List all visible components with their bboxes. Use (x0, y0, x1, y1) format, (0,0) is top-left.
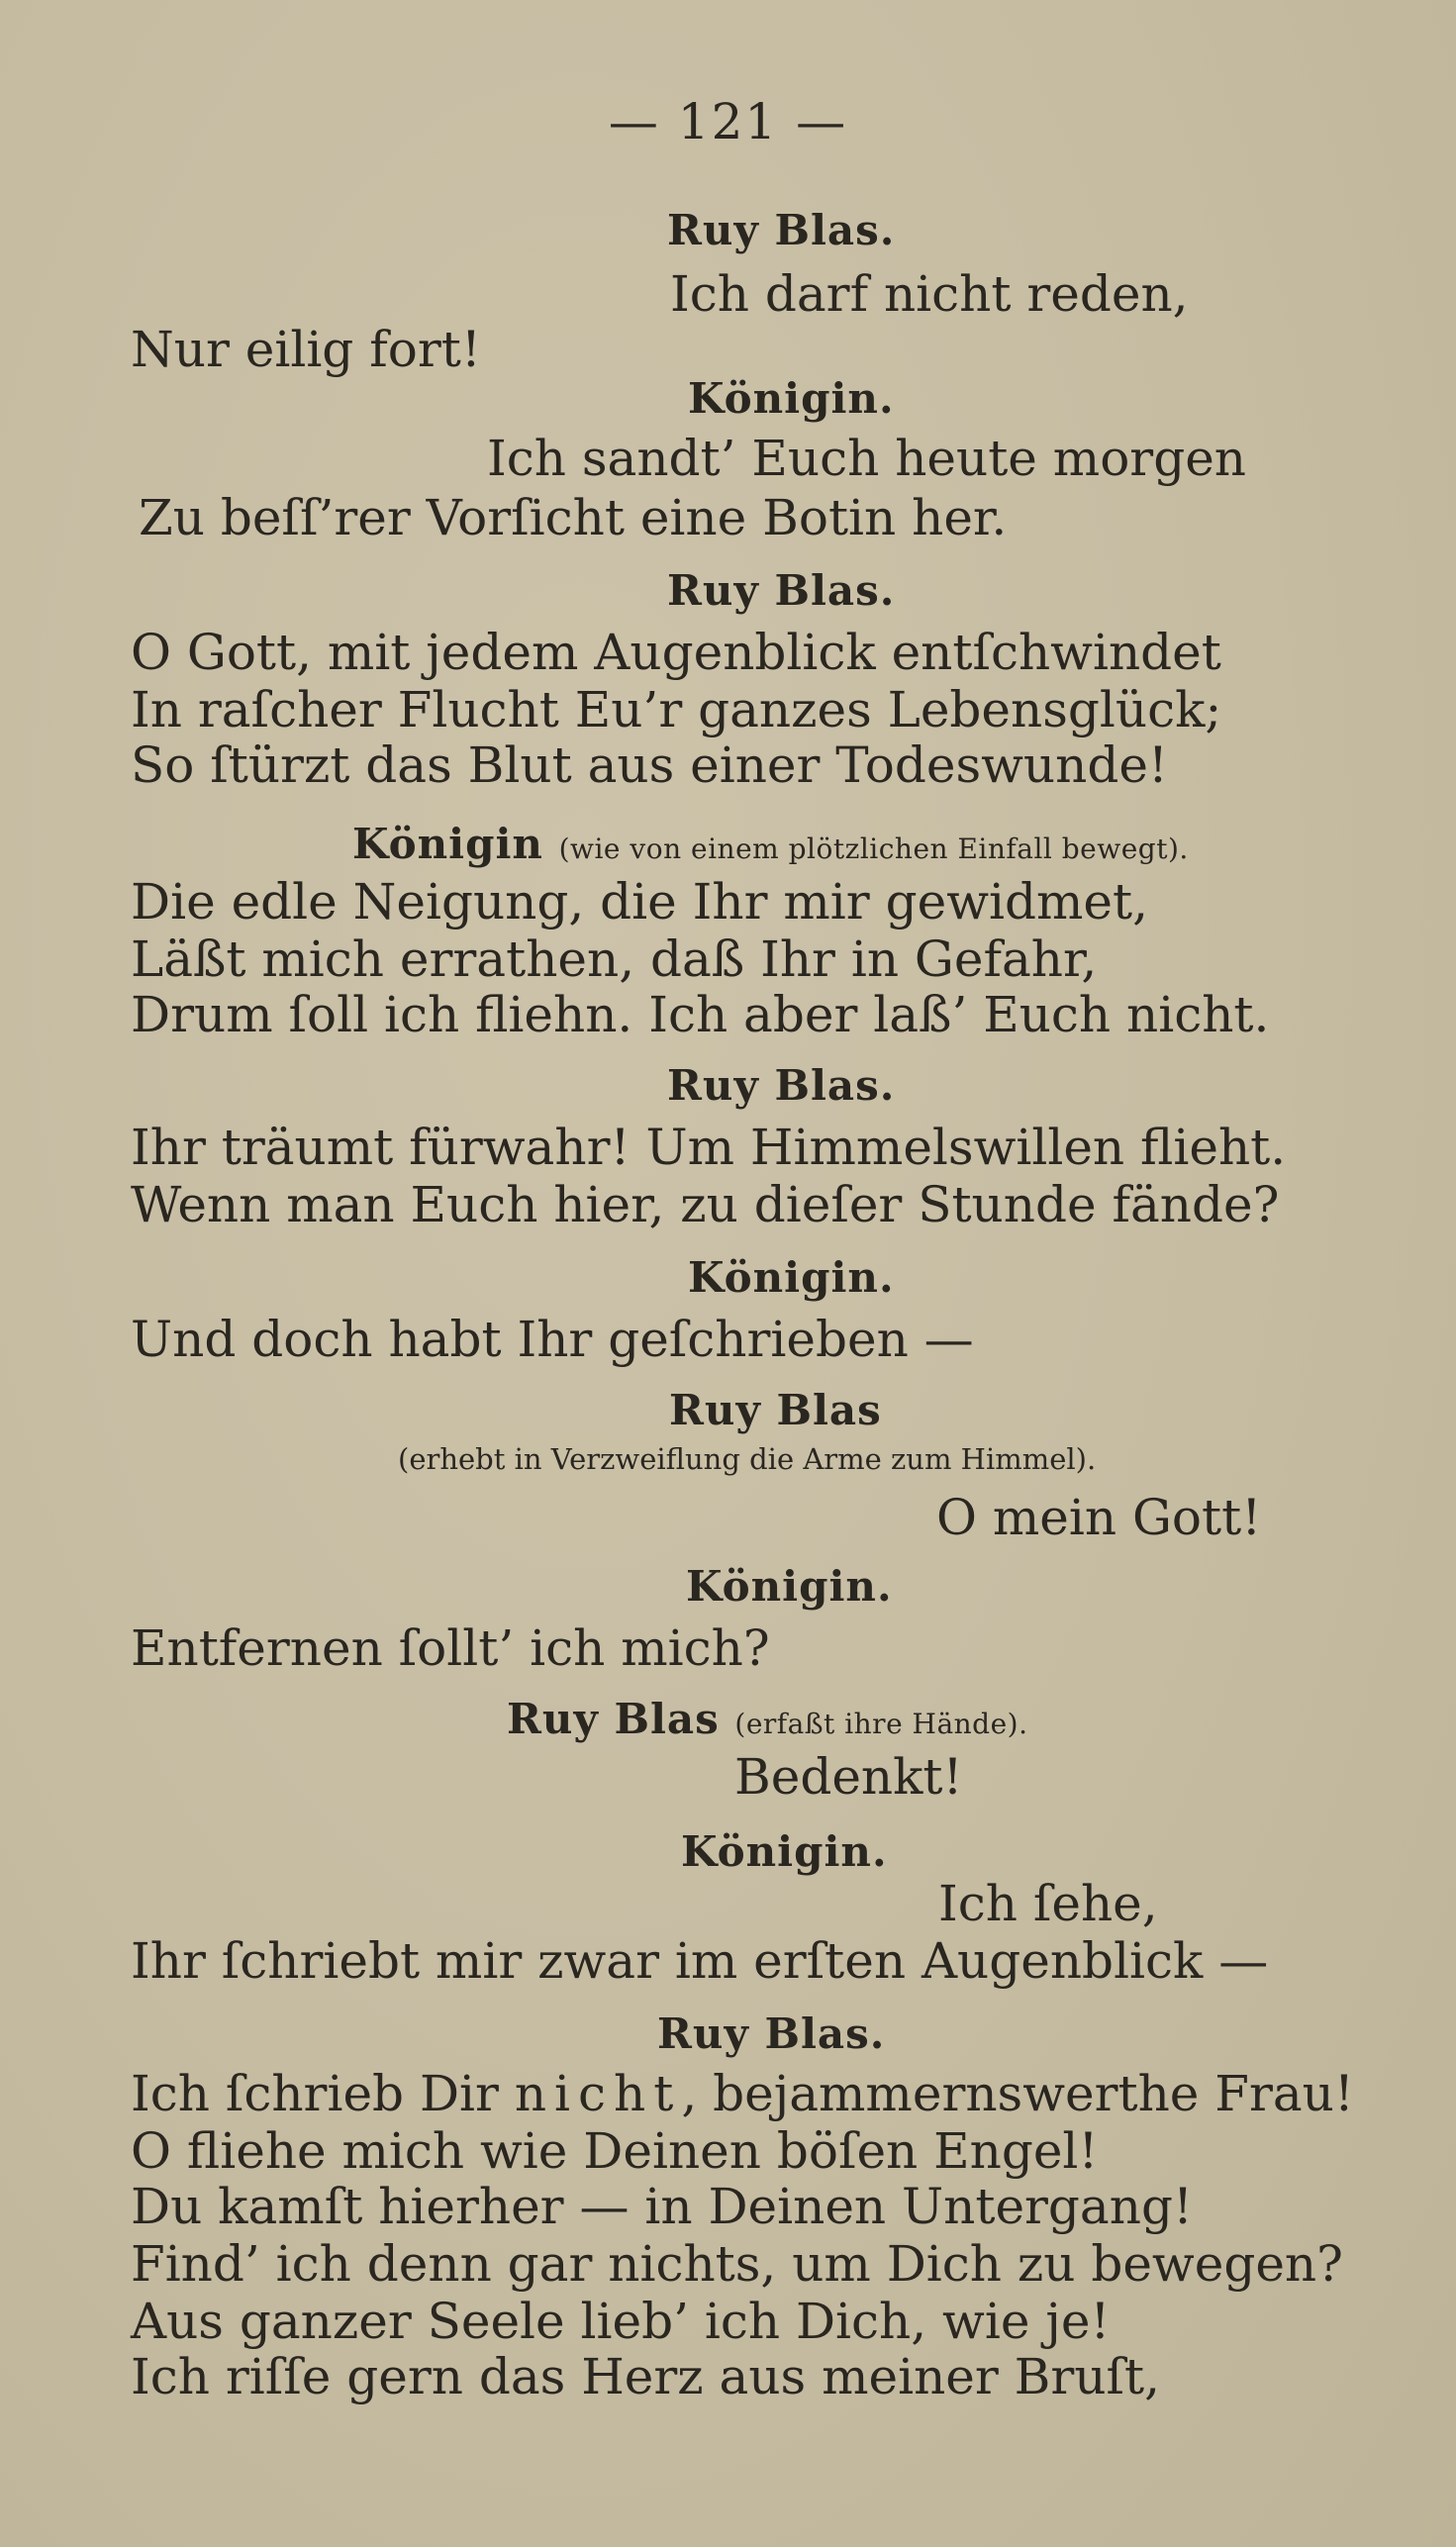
speaker-ruy-blas (507, 1695, 1028, 1743)
verse-line: O fliehe mich wie Deinen böſen Engel! (131, 2122, 1099, 2180)
verse-line: Ich ſehe, (938, 1875, 1158, 1932)
verse-line: Zu beſſ’rer Vorſicht eine Botin her. (139, 489, 1008, 546)
verse-text: , bejammernswerthe Frau! (681, 2065, 1354, 2122)
emphasized-word: nicht (514, 2065, 682, 2122)
verse-line (131, 2065, 1354, 2122)
verse-line: Ich sandt’ Euch heute morgen (487, 430, 1246, 487)
stage-direction: (erhebt in Verzweiflung die Arme zum Himmel). (398, 1442, 1097, 1476)
verse-line: O Gott, mit jedem Augenblick entſchwindet (131, 624, 1221, 681)
speaker-ruy-blas: Ruy Blas. (667, 1061, 896, 1110)
verse-line: Ich riſſe gern das Herz aus meiner Bruſt, (131, 2348, 1161, 2405)
verse-line: Ihr ſchriebt mir zwar im erſten Augenblick — (131, 1932, 1269, 1990)
speaker-ruy-blas: Ruy Blas. (667, 206, 896, 254)
verse-line: Nur eilig fort! (131, 321, 481, 378)
verse-line: Die edle Neigung, die Ihr mir gewidmet, (131, 873, 1148, 931)
verse-line: Drum ſoll ich fliehn. Ich aber laß’ Euch nicht. (131, 986, 1270, 1043)
speaker-ruy-blas: Ruy Blas (669, 1386, 882, 1434)
speaker-koenigin: Königin. (686, 1562, 893, 1611)
verse-line: O mein Gott! (936, 1489, 1262, 1546)
stage-direction: (wie von einem plötzlichen Einfall bewegt). (558, 833, 1189, 865)
verse-line: Find’ ich denn gar nichts, um Dich zu bewegen? (131, 2235, 1343, 2293)
speaker-ruy-blas: Ruy Blas. (657, 2009, 886, 2058)
verse-line: Wenn man Euch hier, zu dieſer Stunde fände? (131, 1176, 1280, 1233)
stage-direction: (erfaßt ihre Hände). (734, 1708, 1028, 1740)
verse-line: So ſtürzt das Blut aus einer Todeswunde! (131, 736, 1169, 794)
verse-line: Entfernen ſollt’ ich mich? (131, 1619, 770, 1677)
speaker-koenigin: Königin. (688, 374, 895, 423)
speaker-koenigin: Königin. (688, 1253, 895, 1302)
speaker-name: Königin (352, 820, 543, 868)
speaker-koenigin: Königin. (681, 1827, 888, 1876)
speaker-ruy-blas: Ruy Blas. (667, 566, 896, 615)
verse-line: Aus ganzer Seele lieb’ ich Dich, wie je! (131, 2293, 1111, 2350)
verse-line: Und doch habt Ihr geſchrieben — (131, 1311, 974, 1368)
verse-line: Ihr träumt fürwahr! Um Himmelswillen flieht. (131, 1119, 1287, 1176)
verse-line: Läßt mich errathen, daß Ihr in Gefahr, (131, 931, 1098, 988)
speaker-name: Ruy Blas (507, 1695, 720, 1743)
verse-line: Du kamſt hierher — in Deinen Untergang! (131, 2178, 1194, 2235)
verse-line: Ich darf nicht reden, (670, 265, 1189, 323)
verse-line: Bedenkt! (734, 1748, 963, 1806)
speaker-koenigin (352, 820, 1189, 868)
verse-line: In raſcher Flucht Eu’r ganzes Lebensglück; (131, 681, 1222, 738)
page-number: — 121 — (608, 93, 848, 150)
verse-text: Ich ſchrieb Dir (131, 2065, 515, 2122)
